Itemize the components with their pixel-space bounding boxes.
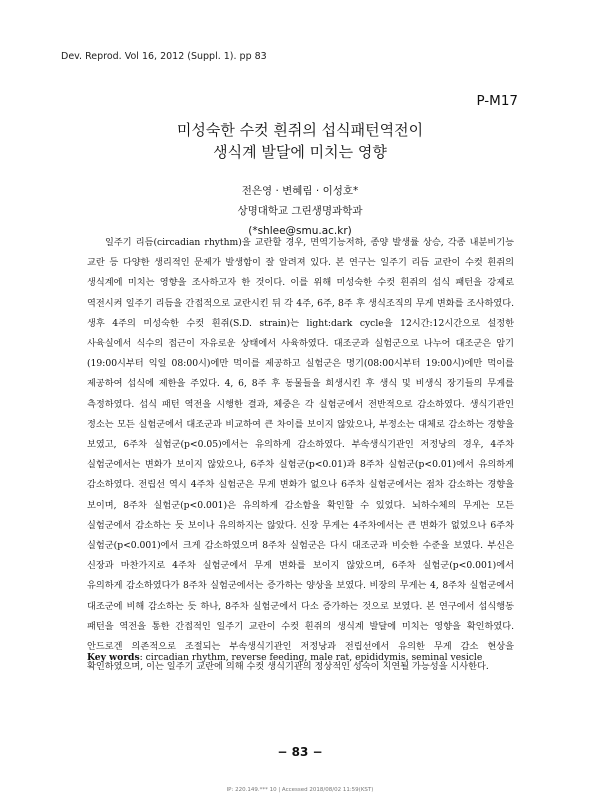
keywords-list: : circadian rhythm, reverse feeding, male rat, epididymis, seminal vesicle [139, 652, 483, 663]
author-email: (*shlee@smu.ac.kr) [248, 225, 352, 237]
page-number: − 83 − [277, 745, 323, 759]
keywords-label: Key words [87, 652, 140, 663]
keywords [87, 652, 514, 663]
abstract-text: 일주기 리듬(circadian rhythm)을 교란할 경우, 면역기능저하, 종양 발생률 상승, 각종 내분비기능 교란 등 다양한 생리적인 문제가 발생함이 잘 알려져 있다. 본 연구는 일주기 리듬 교란이 수컷 흰쥐의 생식계에 미치는 영향을 조사하고자 한 것이다. 이를 위해 미성숙한 수컷 흰쥐의 섭식 패턴을 강제로 역전시켜 일주기 리듬을 간접적으로 교란시킨 뒤 각 4주, 6주, 8주 후 생식조직의 무게 변화를 조사하였다. 생후 4주의 미성숙한 수컷 흰쥐(S.D. strain)는 light:dark cycle을 12시간:12시간으로 설정한 사육실에서 식수의 접근이 자유로운 상태에서 사육하였다. 대조군과 실험군으로 나누어 대조군은 암기(19:00시부터 익일 08:00시)에만 먹이를 제공하고 실험군은 명기(08:00시부터 19:00시)에만 먹이를 제공하여 섭식에 제한을 주었다. 4, 6, 8주 후 동물들을 희생시킨 후 생식 및 비생식 장기들의 무게를 측정하였다. 섭식 패턴 역전을 시행한 결과, 체중은 각 실험군에서 전반적으로 감소하였다. 생식기관인 정소는 모든 실험군에서 대조군과 비교하여 큰 차이를 보이지 않았으나, 부정소는 대체로 감소하는 경향을 보였고, 6주차 실험군(p<0.05)에서는 유의하게 감소하였다. 부속생식기관인 저정낭의 경우, 4주차 실험군에서는 변화가 보이지 않았으나, 6주차 실험군(p<0.01)과 8주차 실험군(p<0.01)에서 유의하게 감소하였다. 전립선 역시 4주차 실험군은 무게 변화가 없으나 6주차 실험군에서는 점차 감소하는 경향을 보이며, 8주차 실험군(p<0.001)은 유의하게 감소함을 확인할 수 있었다. 뇌하수체의 무게는 모든 실험군에서 감소하는 듯 보이나 유의하지는 않았다. 신장 무게는 4주차에서는 큰 변화가 없었으나 6주차 실험군(p<0.001)에서 크게 감소하였으며 8주차 실험군은 다시 대조군과 비슷한 수준을 보였다. 부신은 신장과 마찬가지로 4주차 실험군에서 무게 변화를 보이지 않았으며, 6주차 실험군(p<0.001)에서 유의하게 감소하였다가 8주차 실험군에서는 증가하는 양상을 보였다. 비장의 무게는 4, 8주차 실험군에서 대조군에 비해 감소하는 듯 하나, 8주차 실험군에서 다소 증가하는 것으로 보였다. 본 연구에서 섭식행동 패턴을 역전을 통한 간접적인 일주기 교란이 수컷 흰쥐의 생식계 발달에 미치는 영향을 확인하였다. 안드로겐 의존적으로 조절되는 부속생식기관인 저정낭과 전립선에서 유의한 무게 감소 현상을 확인하였으며, 이는 일주기 교란에 의해 수컷 생식기관의 정상적인 성숙이 지연될 가능성을 시사한다. [87, 237, 514, 673]
access-footer: IP: 220.149.*** 10 | Accessed 2018/08/02 11:59(KST) [226, 787, 374, 793]
title-line-1: 미성숙한 수컷 흰쥐의 섭식패턴역전이 [176, 121, 424, 139]
journal-citation: Dev. Reprod. Vol 16, 2012 (Suppl. 1). pp 83 [61, 51, 267, 62]
poster-code: P-M17 [476, 93, 518, 109]
paper-title [0, 119, 600, 163]
title-line-2: 생식계 발달에 미치는 영향 [213, 143, 387, 161]
author-names: 전은영 · 변혜림 · 이성호* [241, 185, 359, 197]
author-block [0, 181, 600, 241]
author-affiliation: 상명대학교 그린생명과학과 [237, 205, 363, 217]
